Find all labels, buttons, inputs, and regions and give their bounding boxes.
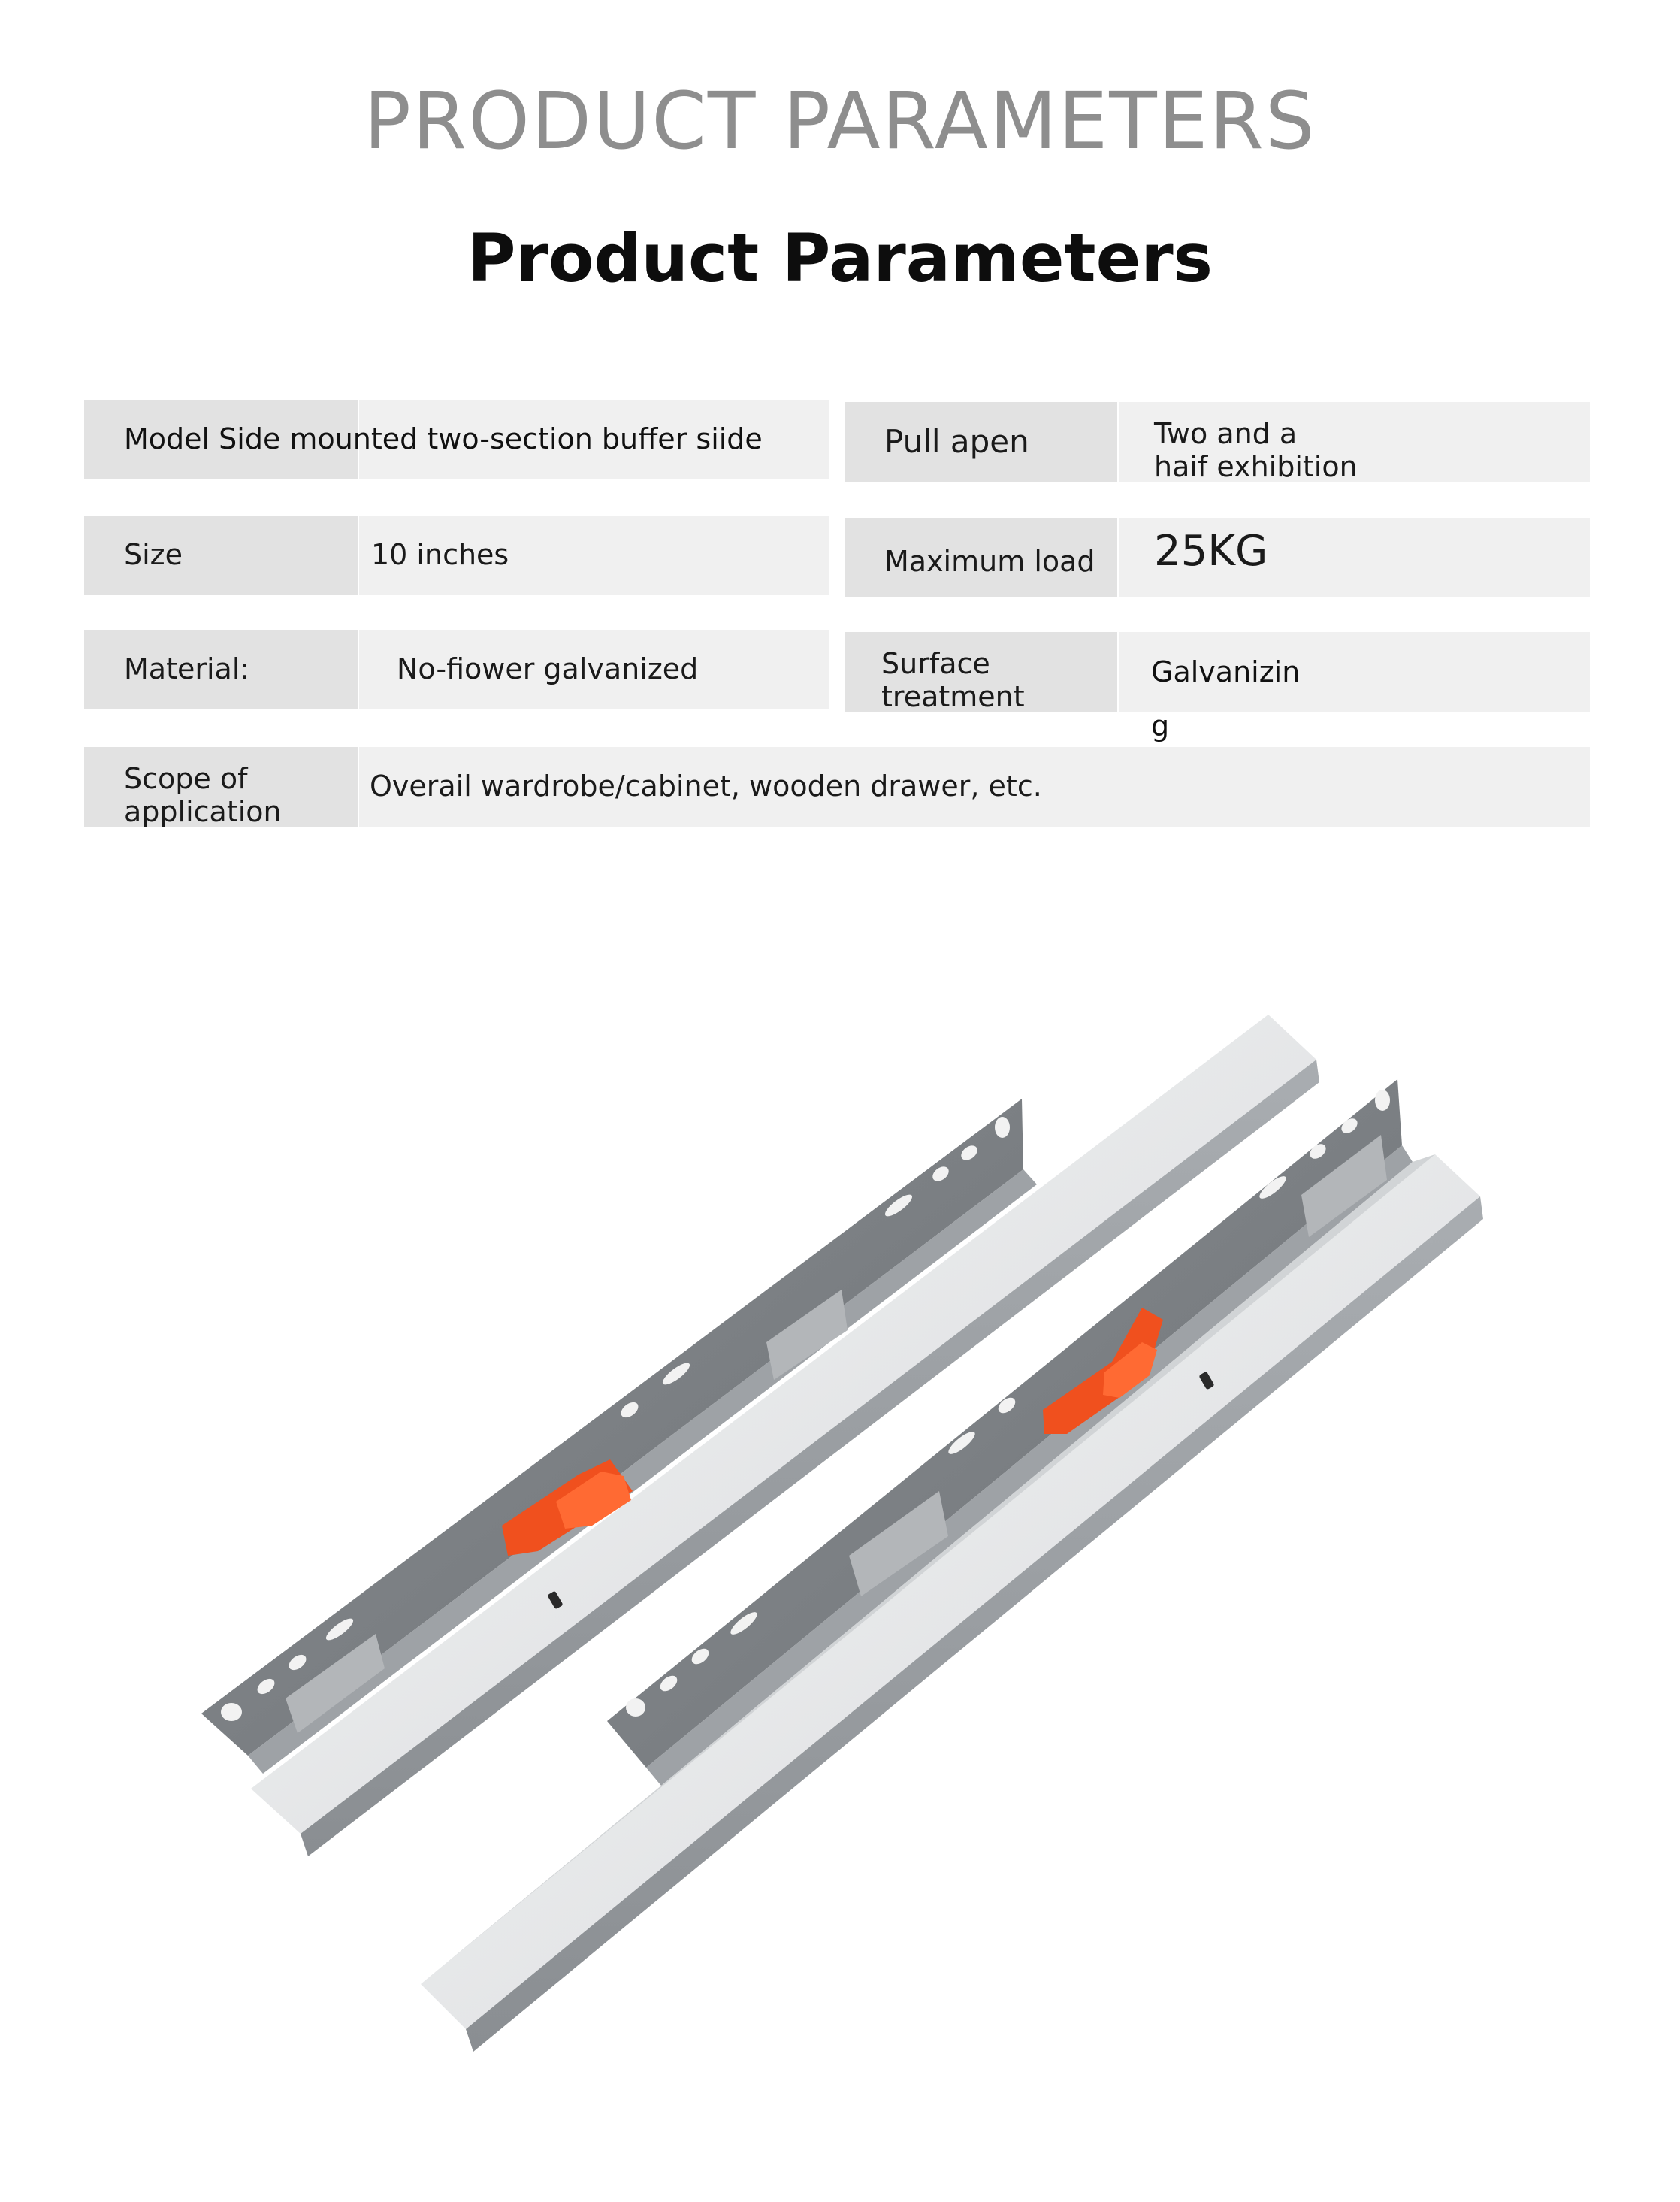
material-label: Material: xyxy=(124,652,250,685)
load-label-cell xyxy=(845,518,1117,597)
size-label: Size xyxy=(124,538,183,571)
surface-value-line2: g xyxy=(1151,709,1170,743)
size-value: 10 inches xyxy=(371,538,509,571)
drawer-slide-illustration xyxy=(0,962,1680,2074)
surface-label-line2: treatment xyxy=(881,680,1025,713)
scope-label-line2: application xyxy=(124,795,282,828)
surface-label-cell xyxy=(845,632,1117,712)
model-text: Model Side mounted two-section buffer siide xyxy=(124,422,763,455)
scope-label-line1: Scope of xyxy=(124,762,248,795)
page-title: Product Parameters xyxy=(467,219,1213,297)
pull-value-line1: Two and a xyxy=(1154,417,1298,450)
english-heading: PRODUCT PARAMETERS xyxy=(364,75,1316,167)
surface-value-line1: Galvanizin xyxy=(1151,655,1301,688)
material-value-cell xyxy=(359,630,829,709)
load-label: Maximum load xyxy=(884,545,1095,578)
scope-value: Overail wardrobe/cabinet, wooden drawer, etc. xyxy=(370,770,1042,803)
pull-value-line2: haif exhibition xyxy=(1154,450,1358,483)
size-label-cell xyxy=(84,516,358,595)
load-value: 25KG xyxy=(1154,527,1268,576)
pull-value-cell xyxy=(1119,402,1590,482)
material-value: No-fiower galvanized xyxy=(397,652,699,685)
pull-label: Pull apen xyxy=(884,423,1029,460)
material-label-cell xyxy=(84,630,358,709)
load-value-cell xyxy=(1119,518,1590,597)
scope-label-cell xyxy=(84,747,358,827)
scope-value-cell xyxy=(359,747,1590,827)
pull-label-cell xyxy=(845,402,1117,482)
size-value-cell xyxy=(359,516,829,595)
surface-label-line1: Surface xyxy=(881,647,990,680)
